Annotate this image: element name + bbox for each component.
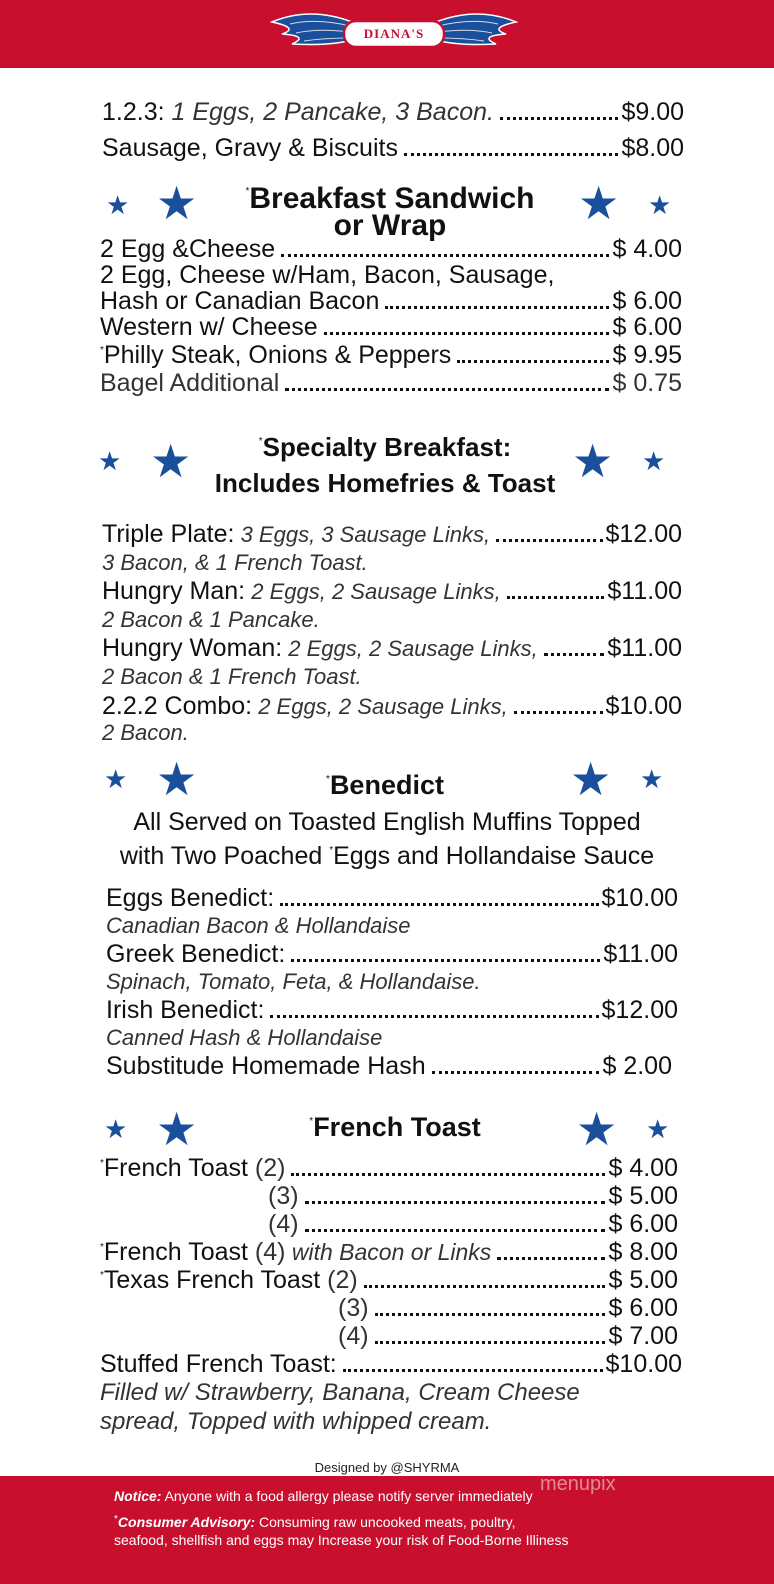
leader-dots xyxy=(514,711,603,714)
leader-dots xyxy=(343,1369,603,1372)
star-icon: ★ xyxy=(642,446,666,476)
item-desc: 2 Eggs, 2 Sausage Links, xyxy=(252,694,508,719)
section-title-benedict: *Benedict xyxy=(326,770,444,800)
menu-item xyxy=(100,237,682,263)
item-price: $ 6.00 xyxy=(608,1294,678,1322)
item-price: $ 2.00 xyxy=(602,1052,672,1080)
item-price: $10.00 xyxy=(605,1350,682,1378)
item-price: $ 4.00 xyxy=(608,1154,678,1182)
item-qty: (3) xyxy=(338,1294,369,1322)
item-qty: (4) xyxy=(338,1322,369,1350)
watermark: menupix xyxy=(540,1473,616,1495)
menu-item-homemade-hash xyxy=(106,1054,672,1080)
leader-dots xyxy=(385,306,609,309)
item-label: Hungry Woman: xyxy=(102,634,283,662)
star-icon: ★ xyxy=(646,1114,670,1144)
item-price: $10.00 xyxy=(601,884,678,912)
item-label: Philly Steak, Onions & Peppers xyxy=(103,341,452,369)
item-label: 2 Egg &Cheese xyxy=(100,235,276,263)
section-title-sandwich: *Breakfast Sandwich xyxy=(245,182,535,215)
section-title-specialty: *Specialty Breakfast: xyxy=(258,432,512,462)
item-qty: (2) xyxy=(254,1154,286,1182)
menu-item-irish-benedict xyxy=(106,998,678,1024)
star-icon: ★ xyxy=(578,177,620,229)
benedict-description: All Served on Toasted English Muffins Topped xyxy=(133,808,641,836)
menu-item-french-toast: *French Toast (2) $ 4.00 xyxy=(100,1154,678,1182)
item-label: Bagel Additional xyxy=(100,369,280,397)
leader-dots xyxy=(281,254,609,257)
star-icon: ★ xyxy=(98,446,122,476)
star-icon: ★ xyxy=(648,190,672,220)
star-icon: ★ xyxy=(640,764,664,794)
item-price: $10.00 xyxy=(605,692,682,720)
section-title-french-toast: *French Toast xyxy=(309,1112,481,1142)
item-qty: (2) xyxy=(327,1266,358,1294)
leader-dots xyxy=(364,1285,606,1288)
star-icon: ★ xyxy=(106,190,130,220)
leader-dots xyxy=(404,153,618,156)
menu-item-texas-french-toast-4 xyxy=(338,1324,678,1350)
star-icon: ★ xyxy=(572,435,614,487)
section-title-text: French Toast xyxy=(313,1112,481,1142)
item-label: Western w/ Cheese xyxy=(100,313,318,341)
menu-item xyxy=(100,371,682,397)
star-icon: ★ xyxy=(156,177,198,229)
item-subtext: 3 Bacon, & 1 French Toast. xyxy=(102,550,368,575)
item-price: $12.00 xyxy=(605,520,682,548)
item-price: $ 7.00 xyxy=(608,1322,678,1350)
item-label: Eggs Benedict: xyxy=(106,884,275,912)
item-label: Greek Benedict: xyxy=(106,940,286,968)
item-label: Substitude Homemade Hash xyxy=(106,1052,426,1080)
star-icon: ★ xyxy=(156,753,198,805)
item-label: Sausage, Gravy & Biscuits xyxy=(102,134,398,162)
item-desc: 2 Eggs, 2 Sausage Links, xyxy=(245,579,501,604)
menu-item-texas-french-toast: *Texas French Toast (2) $ 5.00 xyxy=(100,1266,678,1294)
item-label: French Toast xyxy=(103,1154,248,1182)
section-title-line1: Breakfast Sandwich xyxy=(249,182,535,215)
leader-dots xyxy=(375,1313,606,1316)
star-icon: ★ xyxy=(576,1103,618,1155)
item-subtext: 2 Bacon. xyxy=(102,720,189,745)
leader-dots xyxy=(305,1229,606,1232)
leader-dots xyxy=(291,1173,605,1176)
menu-item xyxy=(100,315,682,341)
item-price: $11.00 xyxy=(603,940,678,968)
menu-item-123 xyxy=(102,100,684,126)
designed-by: Designed by @SHYRMA xyxy=(314,1460,460,1475)
item-price: $ 5.00 xyxy=(608,1266,678,1294)
item-subtext: Spinach, Tomato, Feta, & Hollandaise. xyxy=(106,969,481,994)
leader-dots xyxy=(500,117,618,120)
item-desc: with Bacon or Links xyxy=(285,1239,492,1265)
section-title-sandwich-line2: or Wrap xyxy=(333,209,447,242)
menu-item-hungry-woman xyxy=(102,636,682,662)
item-price: $ 0.75 xyxy=(612,369,682,397)
item-label: Hungry Man: xyxy=(102,577,246,605)
item-subtext: Filled w/ Strawberry, Banana, Cream Cheese xyxy=(100,1379,580,1406)
item-label: French Toast xyxy=(103,1238,248,1266)
item-price: $ 4.00 xyxy=(612,235,682,263)
item-subtext: spread, Topped with whipped cream. xyxy=(100,1408,492,1435)
item-label: 2 Egg, Cheese w/Ham, Bacon, Sausage, xyxy=(100,261,555,289)
item-price: $12.00 xyxy=(601,996,678,1024)
leader-dots xyxy=(497,1257,605,1260)
star-icon: ★ xyxy=(104,1114,128,1144)
item-subtext: 2 Bacon & 1 French Toast. xyxy=(102,664,362,689)
star-icon: ★ xyxy=(104,764,128,794)
leader-dots xyxy=(324,332,610,335)
star-icon: ★ xyxy=(156,1103,198,1155)
item-price: $8.00 xyxy=(621,134,684,162)
item-label: Triple Plate: xyxy=(102,520,235,548)
leader-dots xyxy=(375,1341,606,1344)
leader-dots xyxy=(280,903,598,906)
item-label: Stuffed French Toast: xyxy=(100,1350,337,1378)
leader-dots xyxy=(285,388,609,391)
item-price: $9.00 xyxy=(621,98,684,126)
menu-item-french-toast-bacon: *French Toast (4) with Bacon or Links $ 8.00 xyxy=(100,1238,678,1266)
star-icon: ★ xyxy=(570,753,612,805)
section-title-line1: Specialty Breakfast: xyxy=(262,432,512,462)
menu-item-triple-plate xyxy=(102,522,682,548)
star-icon: ★ xyxy=(150,435,192,487)
menu-item xyxy=(100,289,682,315)
item-qty: (3) xyxy=(268,1182,299,1210)
item-label: 1.2.3: xyxy=(102,98,165,126)
item-price: $ 9.95 xyxy=(612,341,682,369)
section-title-text: Benedict xyxy=(329,770,444,800)
menu-item-222-combo xyxy=(102,694,682,720)
benedict-description-line2: with Two Poached *Eggs and Hollandaise Sauce xyxy=(119,842,655,870)
menu-item-french-toast-3 xyxy=(268,1184,678,1210)
leader-dots xyxy=(305,1201,606,1204)
item-subtext: 2 Bacon & 1 Pancake. xyxy=(102,607,320,632)
menu-item-stuffed-french-toast xyxy=(100,1352,682,1378)
menu-item-texas-french-toast-3 xyxy=(338,1296,678,1322)
item-desc: 3 Eggs, 3 Sausage Links, xyxy=(234,522,491,547)
item-label: Irish Benedict: xyxy=(106,996,265,1024)
leader-dots xyxy=(507,596,605,599)
item-price: $ 6.00 xyxy=(612,313,682,341)
item-price: $ 5.00 xyxy=(608,1182,678,1210)
item-price: $ 6.00 xyxy=(608,1210,678,1238)
menu-item-greek-benedict xyxy=(106,942,678,968)
consumer-advisory: *Consumer Advisory: Consuming raw uncooked meats, poultry, seafood, shellfish and eggs may Increase your risk of Food-Borne Illiness xyxy=(114,1514,569,1548)
menu-item-french-toast-4 xyxy=(268,1212,678,1238)
menu-item: *Philly Steak, Onions & Peppers $ 9.95 xyxy=(100,341,682,369)
item-desc: 1 Eggs, 2 Pancake, 3 Bacon. xyxy=(164,98,494,126)
logo-text: DIANA'S xyxy=(363,26,425,41)
menu-item-sausage-gravy xyxy=(102,136,684,162)
allergy-notice: Notice: Anyone with a food allergy please notify server immediately xyxy=(114,1488,533,1504)
leader-dots xyxy=(432,1071,600,1074)
leader-dots xyxy=(496,539,602,542)
item-label: Texas French Toast xyxy=(103,1266,321,1294)
leader-dots xyxy=(544,653,605,656)
item-price: $ 6.00 xyxy=(612,287,682,315)
menu-item xyxy=(100,263,682,288)
item-price: $ 8.00 xyxy=(608,1238,678,1266)
item-price: $11.00 xyxy=(607,634,682,662)
leader-dots xyxy=(270,1015,598,1018)
menu-item-eggs-benedict xyxy=(106,886,678,912)
item-qty: (4) xyxy=(254,1238,286,1266)
item-label: 2.2.2 Combo: xyxy=(102,692,253,720)
item-qty: (4) xyxy=(268,1210,299,1238)
section-title-specialty-line2: Includes Homefries & Toast xyxy=(214,468,556,498)
leader-dots xyxy=(457,360,609,363)
item-subtext: Canadian Bacon & Hollandaise xyxy=(106,913,411,938)
item-label: Hash or Canadian Bacon xyxy=(100,287,380,315)
leader-dots xyxy=(291,959,600,962)
item-subtext: Canned Hash & Hollandaise xyxy=(106,1025,383,1050)
menu-item-hungry-man xyxy=(102,579,682,605)
item-desc: 2 Eggs, 2 Sausage Links, xyxy=(282,636,538,661)
item-price: $11.00 xyxy=(607,577,682,605)
